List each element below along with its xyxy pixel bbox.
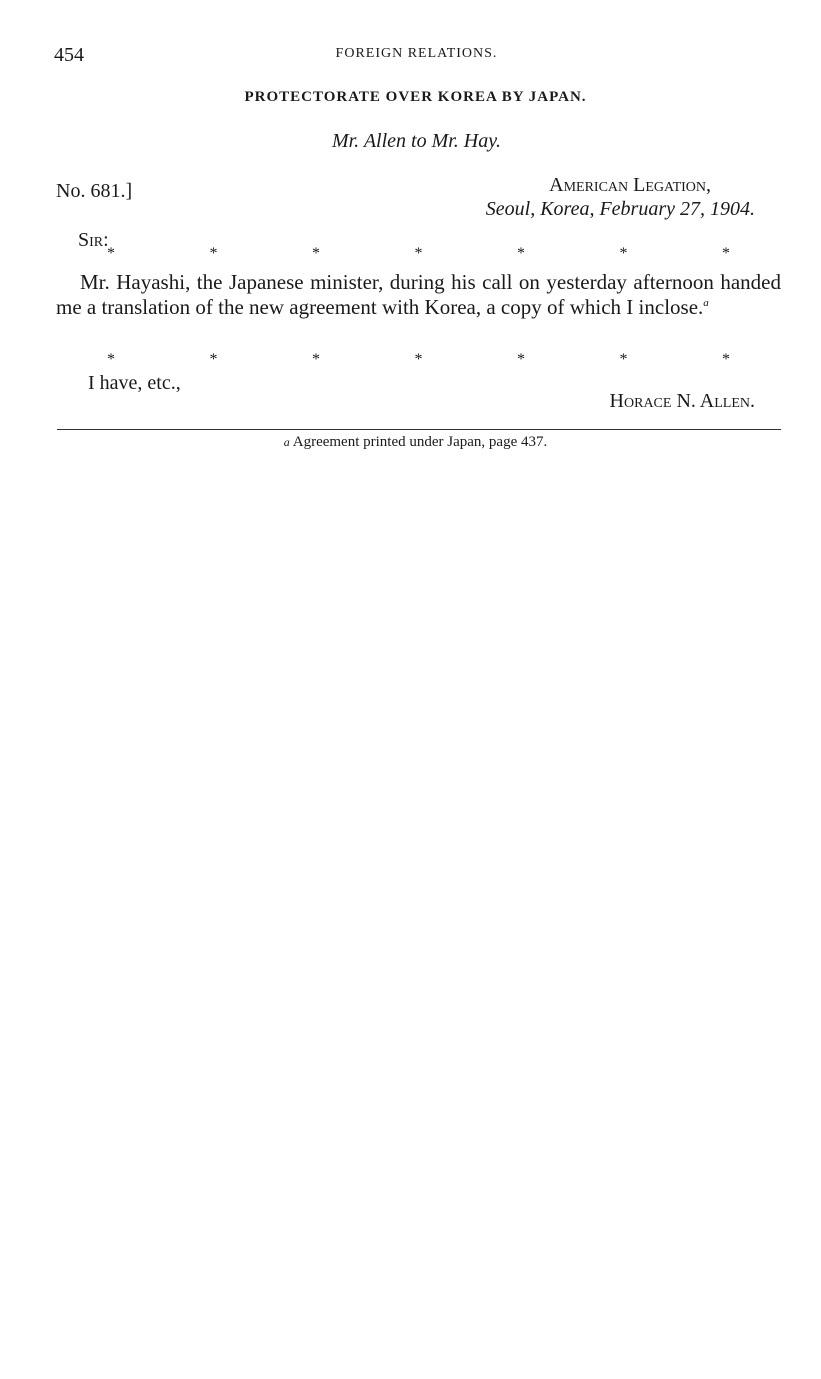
- ellipsis-star: *: [312, 245, 320, 262]
- paragraph-text: Mr. Hayashi, the Japanese minister, during his call on yesterday afternoon handed me a translation of the new agreement with Korea, a copy of which I inclose.: [56, 270, 781, 319]
- ellipsis-star: *: [619, 245, 628, 262]
- footnote-divider: [57, 429, 781, 430]
- dateline: Seoul, Korea, February 27, 1904.: [485, 198, 755, 220]
- ellipsis-star: *: [414, 245, 423, 262]
- ellipsis-star: *: [312, 351, 320, 368]
- document-number: No. 681.]: [56, 180, 133, 202]
- ellipsis-star: *: [722, 351, 730, 368]
- page-number: 454: [54, 44, 84, 66]
- ellipsis-star: *: [517, 245, 525, 262]
- closing: I have, etc.,: [88, 372, 181, 394]
- ellipsis-stars-top: [56, 245, 781, 265]
- ellipsis-star: *: [414, 351, 423, 368]
- letter-body: [56, 270, 781, 320]
- section-title: PROTECTORATE OVER KOREA BY JAPAN.: [244, 89, 587, 105]
- ellipsis-star: *: [722, 245, 730, 262]
- signature: Horace N. Allen.: [609, 390, 755, 412]
- running-head: FOREIGN RELATIONS.: [335, 46, 498, 61]
- footnote-reference: a: [703, 297, 709, 309]
- body-paragraph: [56, 270, 781, 320]
- ellipsis-star: *: [209, 351, 218, 368]
- ellipsis-star: *: [619, 351, 628, 368]
- salutation: Sir:: [78, 229, 109, 251]
- ellipsis-star: *: [517, 351, 525, 368]
- letter-subtitle: Mr. Allen to Mr. Hay.: [331, 130, 502, 152]
- footnote-text: Agreement printed under Japan, page 437.: [292, 434, 548, 450]
- legation-heading: American Legation,: [549, 174, 711, 196]
- ellipsis-star: *: [107, 351, 115, 368]
- ellipsis-star: *: [107, 245, 115, 262]
- footnote: [0, 434, 821, 451]
- ellipsis-star: *: [209, 245, 218, 262]
- ellipsis-stars-bottom: [56, 351, 781, 371]
- footnote-mark: a: [283, 435, 290, 449]
